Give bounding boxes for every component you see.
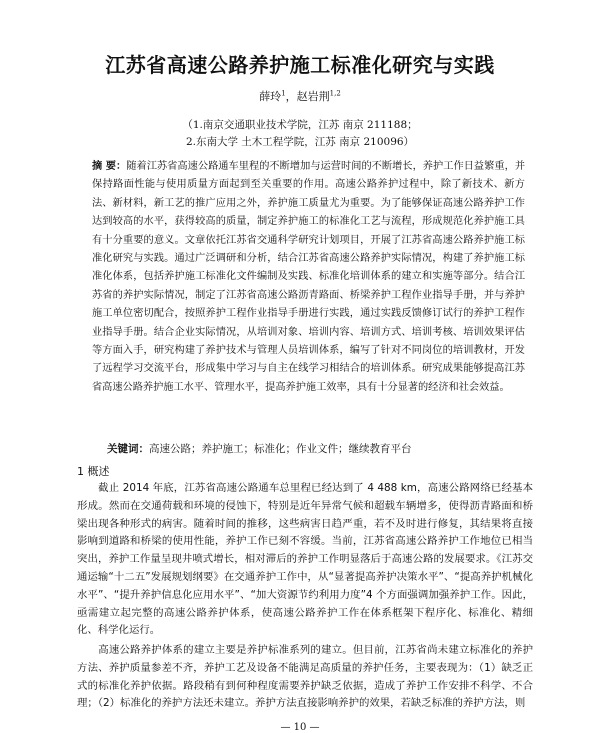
abstract-label: 摘 要：: [92, 161, 127, 172]
affiliation-line: （1.南京交通职业技术学院，江苏 南京 211188；: [182, 119, 418, 131]
section-heading: 1 概述: [77, 465, 110, 478]
author-line: 薛玲$^1$，赵岩荆$^{1,2}$: [259, 89, 341, 103]
paragraph-text: 高速公路养护体系的建立主要是养护标准系列的建立。但目前，江苏省尚未建立标准化的养护方法、养护质量参差不齐，养护工艺及设备不能满足高质量的养护任务，主要表现为：（1）缺乏正式的标准化养护依据。路段稍有到何种程度需要养护缺乏依据，造成了养护工作安排不科学、不合理；（2）标准化的养护方法还未建立。养护方法直接影响养护的效果，若缺乏标准的养护方法，则: [77, 644, 533, 710]
author-affiliation-mark: 1: [281, 89, 286, 98]
keywords-text: 高速公路；养护施工；标准化；作业文件；继续教育平台: [149, 443, 412, 455]
keywords: [107, 441, 527, 456]
keywords-label: 关键词：: [107, 443, 149, 455]
author-affiliation-mark: 1,2: [329, 89, 341, 98]
body-paragraph: [77, 480, 533, 640]
abstract: [92, 158, 525, 397]
abstract-text: 随着江苏省高速公路通车里程的不断增加与运营时间的不断增长，养护工作日益繁重，并保持路面性能与使用质量方面起到至关重要的作用。高速公路养护过程中，除了新技术、新方法、新材料，新工艺的推广应用之外，养护施工质量尤为重要。为了能够保证高速公路养护工作达到较高的水平，获得较高的质量，制定养护施工的标准化工艺与流程，形成规范化养护施工具有十分重要的意义。文章依托江苏省交通科学研究计划项目，开展了江苏省高速公路养护施工标准化研究与实践。通过广泛调研和分析，结合江苏省高速公路养护实际情况，构建了养护施工标准化体系，包括养护施工标准化文件编制及实践、标准化培训体系的建立和实施等部分。结合江苏省的养护实际情况，制定了江苏省高速公路沥青路面、桥梁养护工程作业指导手册，并与养护施工单位密切配合，按照养护工程作业指导手册进行实践，通过实践反馈修订试行的养护工程作业指导手册。结合企业实际情况，从培训对象、培训内容、培训方式、培训考核、培训效果评估等方面入手，研究构建了养护技术与管理人员培训体系，编写了针对不同岗位的培训教材，开发了远程学习交流平台，形成集中学习与自主在线学习相结合的培训体系。研究成果能够提高江苏省高速公路养护施工水平、管理水平，提高养护施工效率，具有十分显著的经济和社会效益。: [92, 161, 526, 393]
affiliation-line: 2.东南大学 土木工程学院，江苏 南京 210096）: [185, 136, 415, 148]
author-name: 薛玲: [259, 90, 282, 103]
paragraph-text: 截止 2014 年底，江苏省高速公路通车总里程已经达到了 4 488 km，高速公路网络已经基本形成。然而在交通荷载和环境的侵蚀下，特别是近年异常气候和超载车辆增多，使得沥青路面和桥梁出现各种形式的病害。随着时间的推移，这些病害日趋严重，若不及时进行修复，其结果将直接影响到道路和桥梁的使用性能，养护工作已刻不容缓。当前，江苏省高速公路养护工作地位已相当突出，养护工作量呈现井喷式增长，相对滞后的养护工作明显落后于高速公路的发展要求。《江苏交通运输“十二五”发展规划纲要》在交通养护工作中，从“显著提高养护决策水平”、“提高养护机械化水平”、“提升养护信息化应用水平”、“加大资源节约利用力度”4 个方面强调加强养护工作。因此，亟需建立起完整的高速公路养护体系，使高速公路养护工作在体系框架下程序化、标准化、精细化、科学化运行。: [77, 482, 533, 637]
body-paragraph: [77, 642, 533, 713]
author-name: 赵岩荆: [296, 90, 330, 103]
paper-title: 江苏省高速公路养护施工标准化研究与实践: [105, 53, 495, 77]
page-number: — 10 —: [280, 722, 320, 733]
